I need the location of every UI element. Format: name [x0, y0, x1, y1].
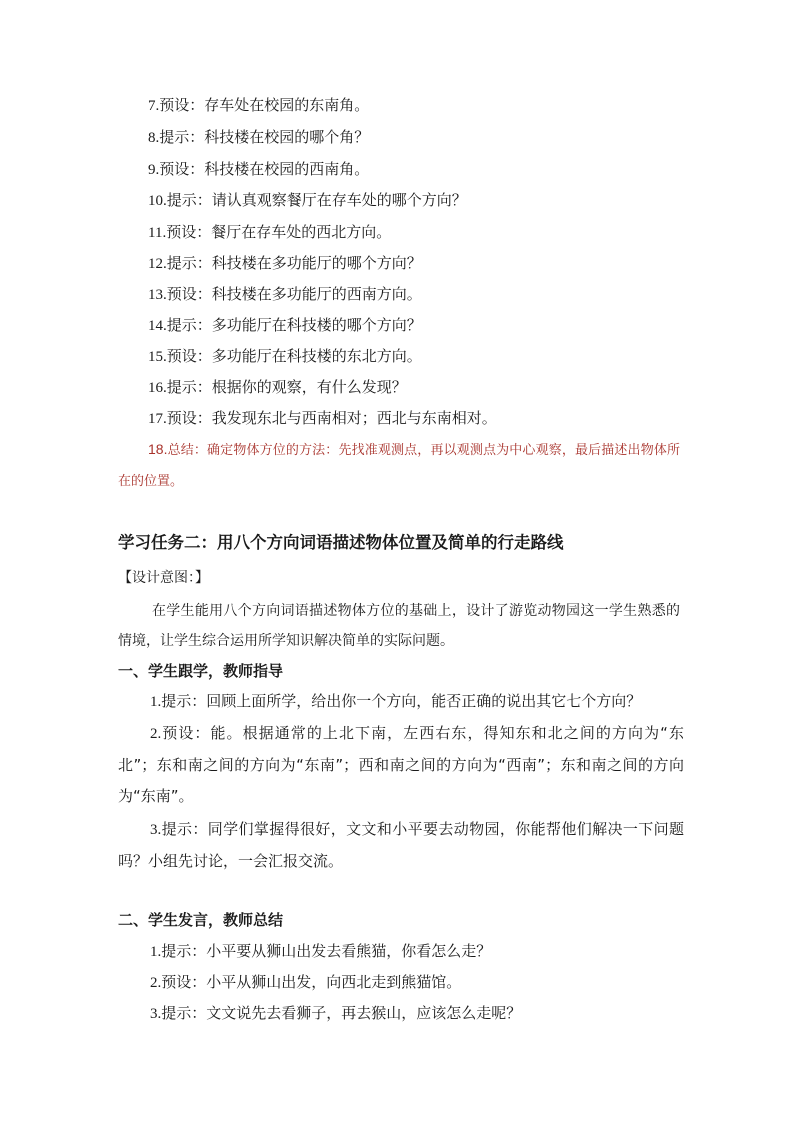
task-title: 学习任务二：用八个方向词语描述物体位置及简单的行走路线: [118, 533, 564, 552]
item-text: 预设：科技楼在校园的西南角。: [159, 160, 370, 178]
section-heading: 二、学生发言，教师总结: [118, 911, 284, 929]
item-number: 3.: [150, 1006, 162, 1022]
list-item: [148, 315, 422, 336]
design-intent-text: 在学生能用八个方向词语描述物体方位的基础上，设计了游览动物园这一学生熟悉的情境，让学生综合运用所学知识解决简单的实际问题。: [118, 603, 680, 649]
item-text: 预设：科技楼在多功能厅的西南方向。: [166, 285, 422, 303]
item-text: 预设：能。根据通常的上北下南，左西右东，得知东和北之间的方向为“东北”；东和南之间的方向为“东南”；西和南之间的方向为“西南”；东和南之间的方向为“东南”。: [118, 724, 684, 805]
list-item: [118, 718, 684, 812]
item-number: 3.: [150, 822, 162, 838]
item-text: 预设：多功能厅在科技楼的东北方向。: [166, 347, 422, 365]
item-text: 预设：餐厅在存车处的西北方向。: [166, 223, 392, 241]
item-text: 提示：同学们掌握得很好，文文和小平要去动物园，你能帮他们解决一下问题吗？小组先讨论，一会汇报交流。: [118, 820, 684, 870]
item-number: 7.: [148, 98, 160, 114]
list-item: [148, 127, 369, 148]
list-item: [148, 190, 467, 211]
item-text: 预设：存车处在校园的东南角。: [159, 96, 370, 114]
list-item: [148, 253, 422, 274]
list-item: [118, 686, 684, 718]
item-text: 提示：回顾上面所学，给出你一个方向，能否正确的说出其它七个方向？: [161, 692, 642, 710]
list-item: [148, 222, 391, 243]
item-number: 9.: [148, 162, 160, 178]
list-item: [148, 377, 407, 398]
list-item: [118, 967, 684, 999]
design-intent-label: 【设计意图：】: [118, 570, 209, 586]
item-text: 预设：小平从狮山出发，向西北走到熊猫馆。: [161, 973, 462, 991]
list-item: [148, 95, 369, 116]
item-number: 1.: [150, 694, 162, 710]
item-text: 预设：我发现东北与西南相对；西北与东南相对。: [166, 409, 497, 427]
item-number: 13.: [148, 287, 167, 303]
list-item: [148, 159, 369, 180]
summary-number: 18.: [148, 441, 168, 457]
item-text: 提示：科技楼在多功能厅的哪个方向？: [166, 254, 422, 272]
item-number: 2.: [150, 726, 162, 742]
list-item: [118, 814, 684, 877]
item-number: 1.: [150, 944, 162, 960]
item-text: 提示：科技楼在校园的哪个角？: [159, 128, 370, 146]
list-item: [148, 284, 422, 305]
list-item: [148, 408, 497, 429]
item-text: 提示：小平要从狮山出发去看熊猫，你看怎么走？: [161, 942, 492, 960]
item-number: 8.: [148, 130, 160, 146]
item-number: 17.: [148, 411, 167, 427]
section-heading: 一、学生跟学，教师指导: [118, 662, 284, 680]
item-number: 12.: [148, 256, 167, 272]
item-text: 提示：多功能厅在科技楼的哪个方向？: [166, 316, 422, 334]
item-number: 15.: [148, 349, 167, 365]
list-item: [118, 998, 684, 1030]
item-number: 14.: [148, 318, 167, 334]
summary-text: 总结：确定物体方位的方法：先找准观测点，再以观测点为中心观察，最后描述出物体所在的位置。: [118, 443, 680, 489]
item-number: 2.: [150, 975, 162, 991]
item-text: 提示：根据你的观察，有什么发现？: [166, 378, 407, 396]
summary-paragraph: [118, 434, 680, 497]
item-text: 提示：请认真观察餐厅在存车处的哪个方向？: [166, 191, 467, 209]
list-item: [118, 936, 684, 968]
item-number: 16.: [148, 380, 167, 396]
list-item: [148, 346, 422, 367]
item-text: 提示：文文说先去看狮子，再去猴山，应该怎么走呢？: [161, 1004, 522, 1022]
item-number: 10.: [148, 193, 167, 209]
item-number: 11.: [148, 225, 167, 241]
